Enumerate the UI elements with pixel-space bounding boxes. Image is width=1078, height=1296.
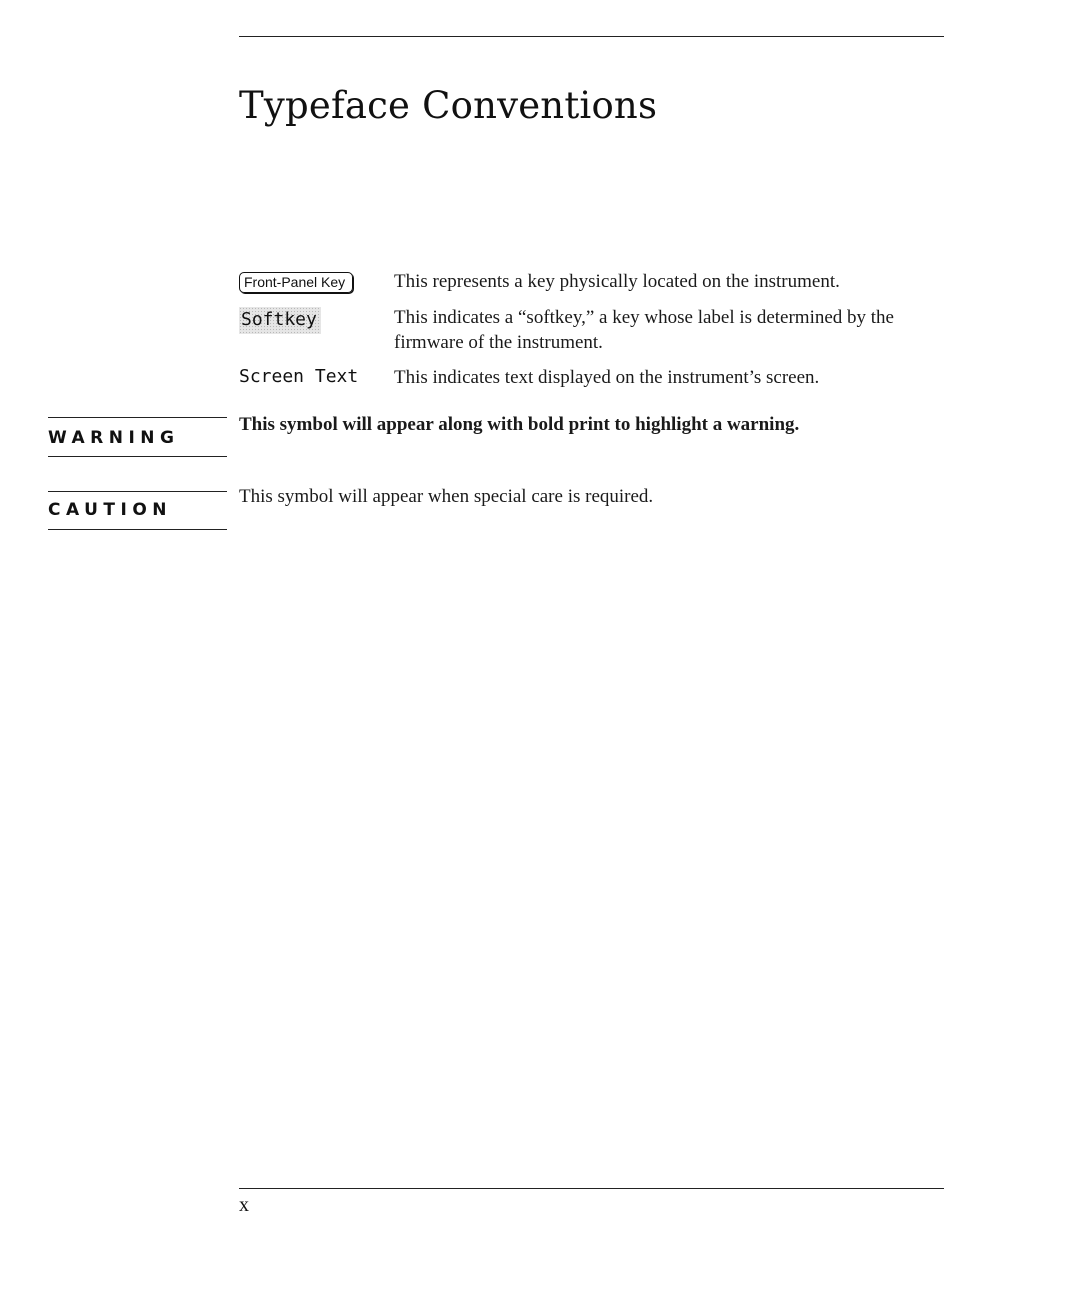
bottom-rule — [239, 1188, 944, 1189]
convention-term — [239, 269, 353, 293]
convention-description: This indicates a “softkey,” a key whose label is determined by the firmware of the instrument. — [394, 307, 894, 353]
page-number: x — [239, 1194, 249, 1216]
front-panel-key-example: Front-Panel Key — [239, 272, 353, 293]
warning-text: This symbol will appear along with bold print to highlight a warning. — [239, 414, 800, 435]
convention-description: This represents a key physically located on the instrument. — [394, 271, 840, 292]
warning-label: WARNING — [48, 428, 180, 448]
softkey-example: Softkey — [239, 307, 321, 334]
caution-label-box — [48, 491, 227, 530]
convention-term — [239, 305, 321, 334]
warning-label-box — [48, 417, 227, 457]
caution-text: This symbol will appear when special care is required. — [239, 486, 654, 507]
top-rule — [239, 36, 944, 37]
screen-text-example: Screen Text — [239, 366, 359, 387]
caution-label: CAUTION — [48, 500, 173, 520]
convention-description: This indicates text displayed on the instrument’s screen. — [394, 367, 820, 388]
page-title: Typeface Conventions — [239, 84, 658, 127]
convention-term — [239, 365, 358, 389]
